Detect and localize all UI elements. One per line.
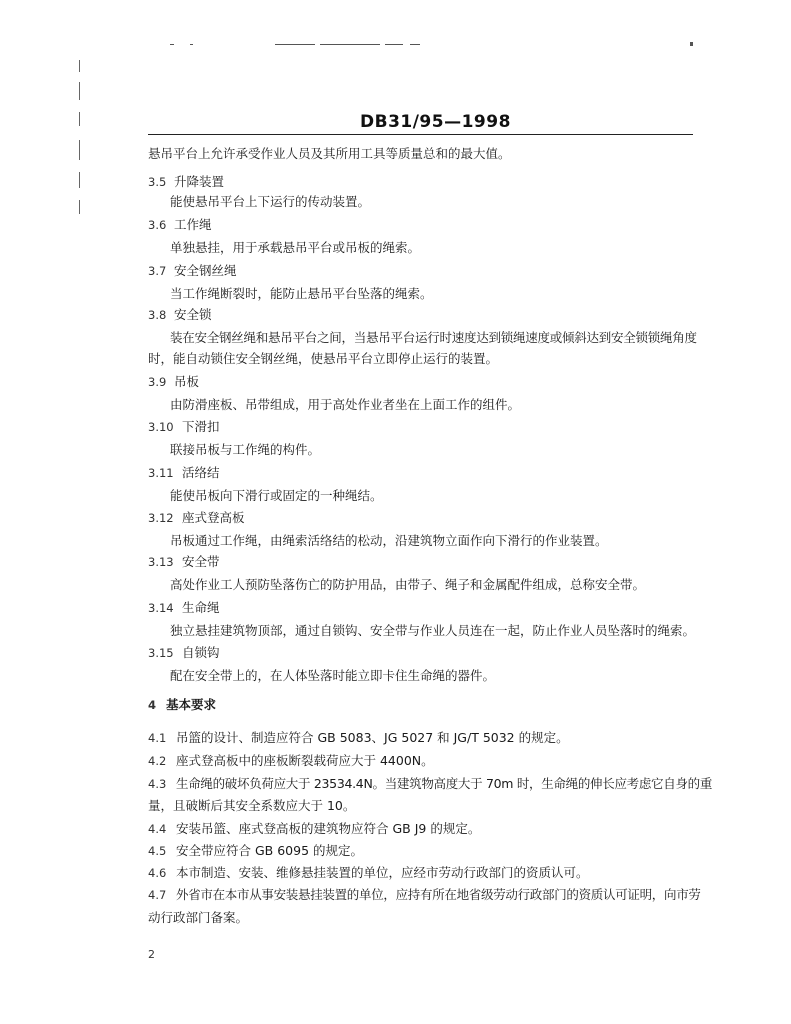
clause-definition: 单独悬挂，用于承载悬吊平台或吊板的绳索。 (170, 240, 421, 255)
paragraph-continuation: 悬吊平台上允许承受作业人员及其所用工具等质量总和的最大值。 (148, 146, 511, 161)
clause-term: 升降装置 (174, 174, 225, 189)
requirement-text: 安装吊篮、座式登高板的建筑物应符合 GB J9 的规定。 (176, 821, 481, 836)
clause-term: 座式登高板 (182, 510, 245, 525)
clause-definition: 时，能自动锁住安全钢丝绳，使悬吊平台立即停止运行的装置。 (148, 351, 499, 366)
requirement-text: 本市制造、安装、维修悬挂装置的单位，应经市劳动行政部门的资质认可。 (176, 865, 589, 880)
requirement-text: 吊篮的设计、制造应符合 GB 5083、JG 5027 和 JG/T 5032 的规定。 (176, 730, 569, 745)
clause-term: 安全钢丝绳 (174, 263, 237, 278)
requirement-number: 4.3 (148, 777, 167, 791)
clause-number: 3.11 (148, 466, 174, 480)
clause-term: 活络结 (182, 465, 220, 480)
section-number: 4 (148, 698, 157, 712)
requirement-text: 安全带应符合 GB 6095 的规定。 (176, 843, 363, 858)
scan-artifact-top (170, 44, 590, 46)
clause-number: 3.6 (148, 218, 167, 232)
clause-term: 工作绳 (174, 217, 212, 232)
clause-number: 3.5 (148, 175, 167, 189)
requirement-number: 4.4 (148, 822, 167, 836)
requirement-text: 量，且破断后其安全系数应大于 10。 (148, 798, 356, 813)
clause-definition: 独立悬挂建筑物顶部，通过自锁钩、安全带与作业人员连在一起，防止作业人员坠落时的绳索。 (170, 623, 696, 638)
clause-definition: 由防滑座板、吊带组成，用于高处作业者坐在上面工作的组件。 (170, 397, 521, 412)
clause-term: 安全带 (182, 554, 220, 569)
requirement-number: 4.7 (148, 888, 167, 902)
clause-definition: 当工作绳断裂时，能防止悬吊平台坠落的绳索。 (170, 286, 433, 301)
clause-number: 3.10 (148, 420, 174, 434)
scan-artifact-right (690, 42, 693, 46)
clause-definition: 能使吊板向下滑行或固定的一种绳结。 (170, 488, 383, 503)
requirement-text: 动行政部门备案。 (148, 910, 249, 925)
clause-term: 下滑扣 (182, 419, 220, 434)
clause-definition: 装在安全钢丝绳和悬吊平台之间，当悬吊平台运行时速度达到锁绳速度或倾斜达到安全锁锁绳角度 (170, 330, 697, 345)
section-title: 基本要求 (166, 697, 217, 712)
requirement-text: 生命绳的破坏负荷应大于 23534.4N。当建筑物高度大于 70m 时，生命绳的伸长应考虑它自身的重 (176, 776, 713, 791)
clause-number: 3.13 (148, 555, 174, 569)
clause-term: 安全锁 (174, 307, 212, 322)
requirement-number: 4.1 (148, 731, 167, 745)
clause-definition: 吊板通过工作绳，由绳索活络结的松动，沿建筑物立面作向下滑行的作业装置。 (170, 533, 608, 548)
requirement-text: 座式登高板中的座板断裂载荷应大于 4400N。 (176, 753, 434, 768)
requirement-number: 4.2 (148, 754, 167, 768)
clause-number: 3.14 (148, 601, 174, 615)
clause-definition: 能使悬吊平台上下运行的传动装置。 (170, 194, 371, 209)
clause-definition: 联接吊板与工作绳的构件。 (170, 442, 321, 457)
standard-code: DB31/95—1998 (360, 112, 511, 132)
clause-number: 3.7 (148, 264, 167, 278)
clause-term: 生命绳 (182, 600, 220, 615)
clause-term: 吊板 (174, 374, 200, 389)
clause-number: 3.15 (148, 646, 174, 660)
clause-definition: 配在安全带上的，在人体坠落时能立即卡住生命绳的器件。 (170, 668, 496, 683)
requirement-text: 外省市在本市从事安装悬挂装置的单位，应持有所在地省级劳动行政部门的资质认可证明，向市劳 (176, 887, 701, 902)
requirement-number: 4.5 (148, 844, 167, 858)
scan-artifact-left (79, 60, 81, 220)
requirement-number: 4.6 (148, 866, 167, 880)
clause-number: 3.8 (148, 308, 167, 322)
clause-number: 3.9 (148, 375, 167, 389)
header-rule (148, 134, 693, 135)
clause-number: 3.12 (148, 511, 174, 525)
page-number: 2 (148, 948, 155, 961)
clause-term: 自锁钩 (182, 645, 220, 660)
clause-definition: 高处作业工人预防坠落伤亡的防护用品，由带子、绳子和金属配件组成，总称安全带。 (170, 577, 646, 592)
